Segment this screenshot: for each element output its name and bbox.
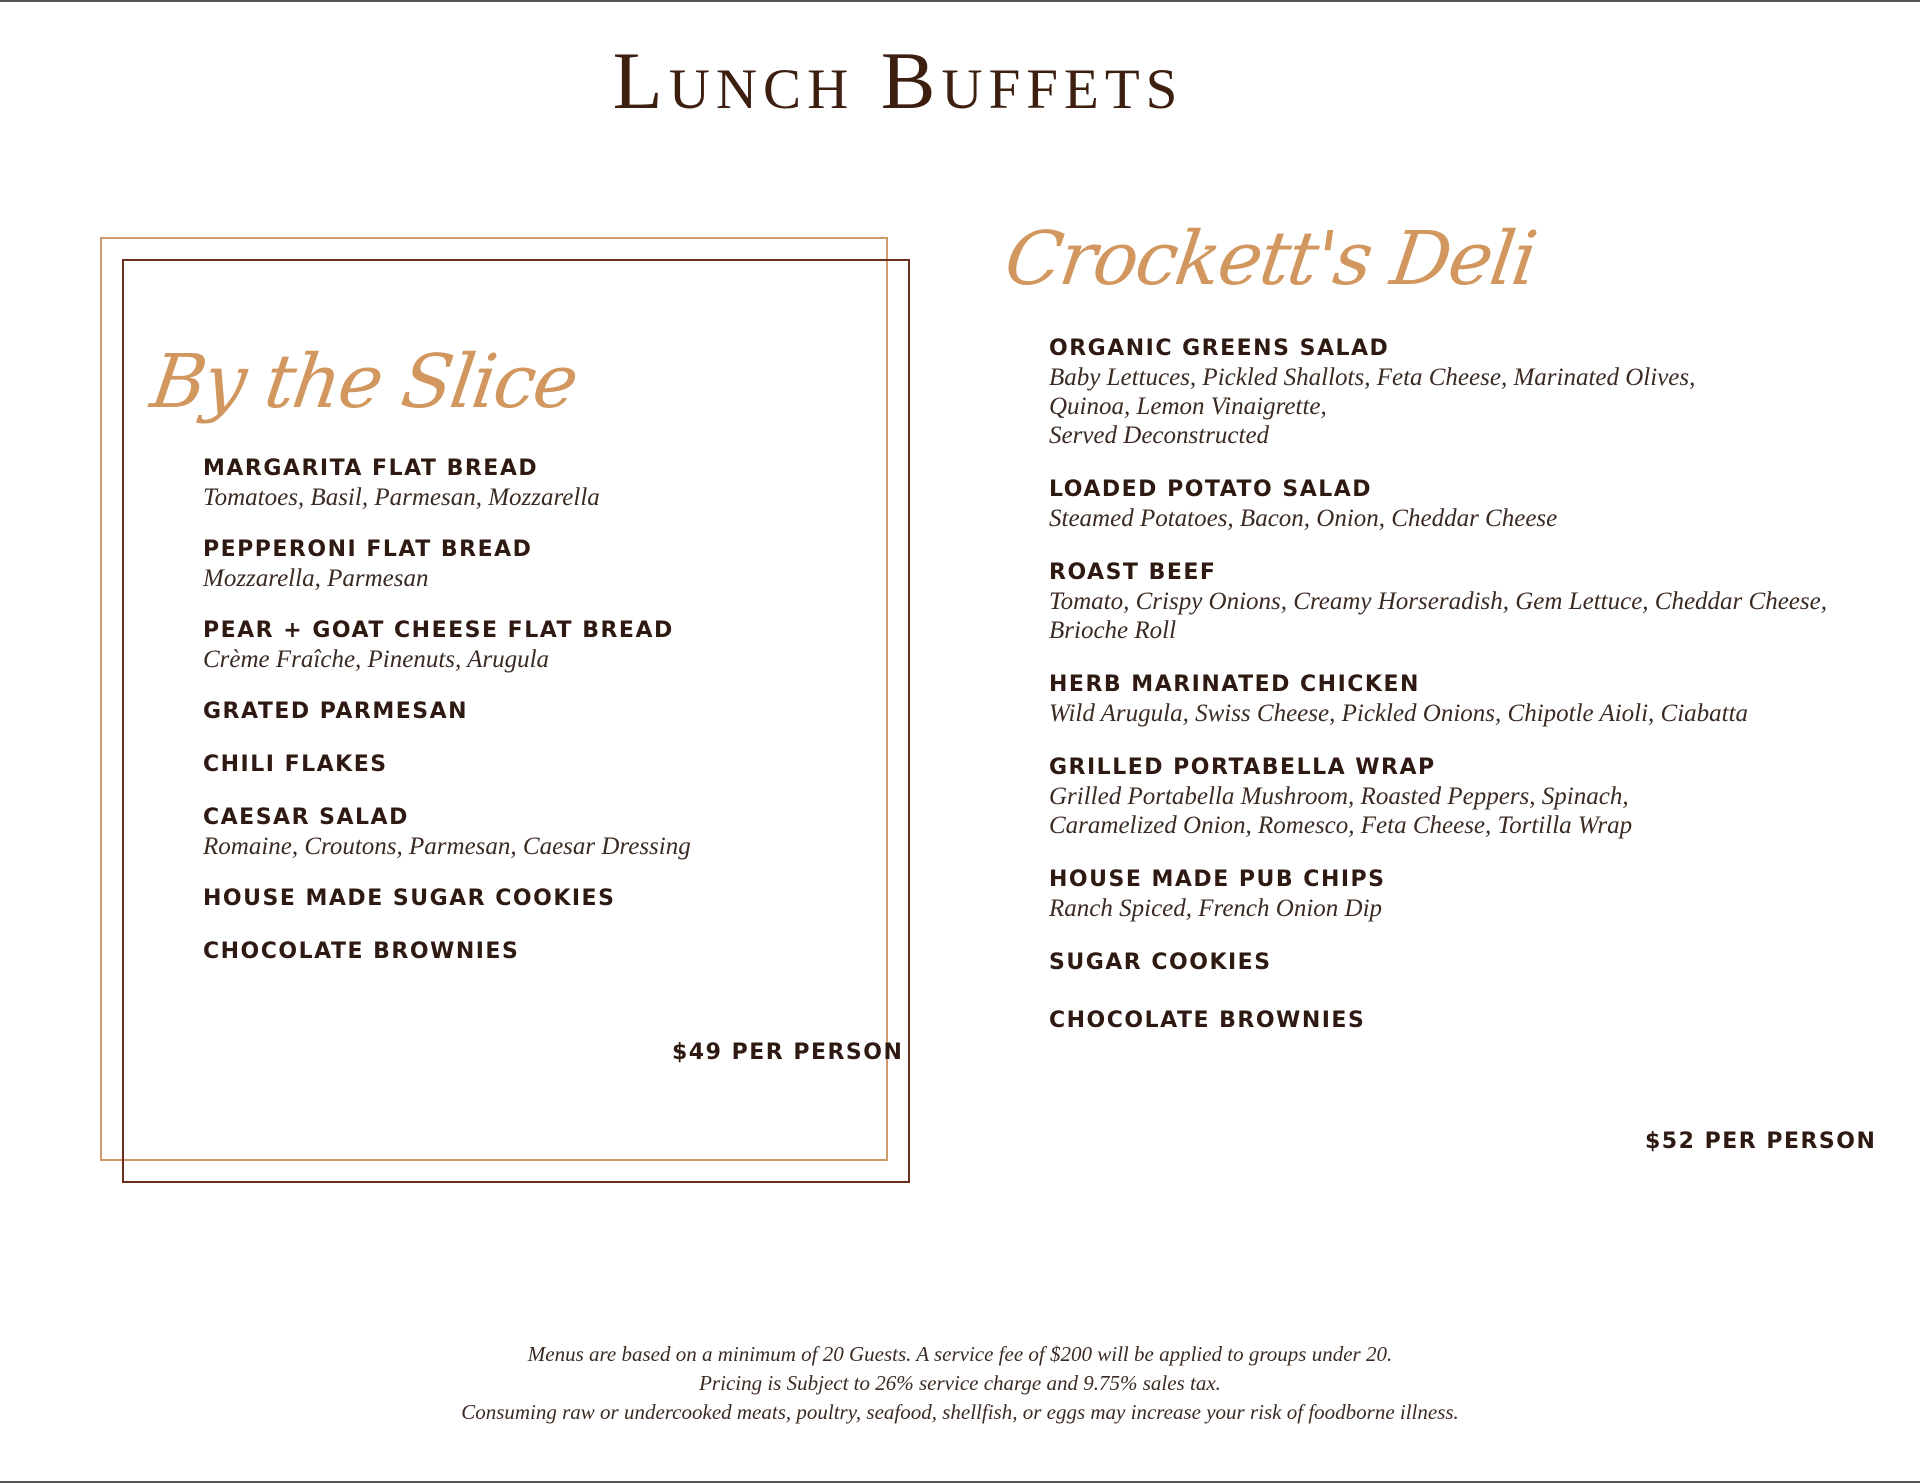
menu-item-name: GRATED PARMESAN — [203, 699, 469, 724]
menu-item-desc: Tomatoes, Basil, Parmesan, Mozzarella — [203, 484, 600, 511]
menu-item-desc: Grilled Portabella Mushroom, Roasted Peppers, Spinach, Caramelized Onion, Romesco, Feta Cheese, Tortilla Wrap — [1049, 783, 1633, 839]
menu-item-name: HOUSE MADE SUGAR COOKIES — [203, 886, 616, 911]
bottom-rule — [0, 1481, 1920, 1483]
menu-item — [1049, 753, 1869, 840]
left-menu-heading: By the Slice — [145, 339, 582, 425]
menu-item-name: PEAR + GOAT CHEESE FLAT BREAD — [203, 618, 674, 643]
menu-item-desc: Tomato, Crispy Onions, Creamy Horseradish, Gem Lettuce, Cheddar Cheese, Brioche Roll — [1049, 588, 1827, 644]
menu-item-desc: Baby Lettuces, Pickled Shallots, Feta Cheese, Marinated Olives, Quinoa, Lemon Vinaigrette, Served Deconstructed — [1049, 364, 1696, 449]
menu-item — [203, 454, 903, 512]
top-rule — [0, 0, 1920, 2]
right-menu-heading: Crockett's Deli — [999, 216, 1541, 302]
menu-item-name: CHOCOLATE BROWNIES — [203, 939, 520, 964]
menu-item-desc: Wild Arugula, Swiss Cheese, Pickled Onions, Chipotle Aioli, Ciabatta — [1049, 700, 1749, 727]
menu-item — [203, 750, 903, 779]
footer-line: Pricing is Subject to 26% service charge and 9.75% sales tax. — [699, 1371, 1221, 1395]
menu-item — [203, 803, 903, 861]
menu-item — [1049, 670, 1869, 728]
menu-item-name: MARGARITA FLAT BREAD — [203, 456, 539, 481]
left-menu-price: $49 PER PERSON — [672, 1040, 904, 1065]
menu-item-name: HERB MARINATED CHICKEN — [1049, 672, 1420, 697]
footer-line: Consuming raw or undercooked meats, poultry, seafood, shellfish, or eggs may increase your risk of foodborne illness. — [461, 1400, 1459, 1424]
menu-item-desc: Romaine, Croutons, Parmesan, Caesar Dressing — [203, 833, 691, 860]
menu-item-name: SUGAR COOKIES — [1049, 950, 1272, 975]
menu-item — [203, 937, 903, 966]
menu-item-desc: Steamed Potatoes, Bacon, Onion, Cheddar Cheese — [1049, 505, 1558, 532]
menu-item-name: ORGANIC GREENS SALAD — [1049, 336, 1390, 361]
menu-item-desc: Mozzarella, Parmesan — [203, 565, 429, 592]
right-menu-price: $52 PER PERSON — [1645, 1129, 1877, 1154]
menu-item — [1049, 865, 1869, 923]
menu-item — [203, 697, 903, 726]
menu-item-name: PEPPERONI FLAT BREAD — [203, 537, 533, 562]
menu-item-desc: Ranch Spiced, French Onion Dip — [1049, 895, 1383, 922]
page-title: Lunch Buffets — [612, 35, 1184, 126]
menu-item — [1049, 1006, 1869, 1035]
menu-item — [1049, 475, 1869, 533]
menu-item — [1049, 558, 1869, 645]
menu-item-name: CHOCOLATE BROWNIES — [1049, 1008, 1366, 1033]
menu-item-name: ROAST BEEF — [1049, 560, 1217, 585]
menu-item — [203, 535, 903, 593]
menu-item-name: GRILLED PORTABELLA WRAP — [1049, 755, 1436, 780]
footer-line: Menus are based on a minimum of 20 Guests. A service fee of $200 will be applied to groups under 20. — [527, 1342, 1393, 1366]
menu-item-desc: Crème Fraîche, Pinenuts, Arugula — [203, 646, 550, 673]
menu-item — [1049, 948, 1869, 977]
menu-item-name: HOUSE MADE PUB CHIPS — [1049, 867, 1386, 892]
right-menu-list — [1049, 334, 1869, 1064]
menu-item-name: CHILI FLAKES — [203, 752, 388, 777]
menu-item-name: LOADED POTATO SALAD — [1049, 477, 1373, 502]
left-menu-list — [203, 454, 903, 990]
menu-item — [203, 616, 903, 674]
menu-item — [203, 884, 903, 913]
menu-item-name: CAESAR SALAD — [203, 805, 409, 830]
footer-notes — [0, 1340, 1920, 1427]
menu-item — [1049, 334, 1869, 450]
